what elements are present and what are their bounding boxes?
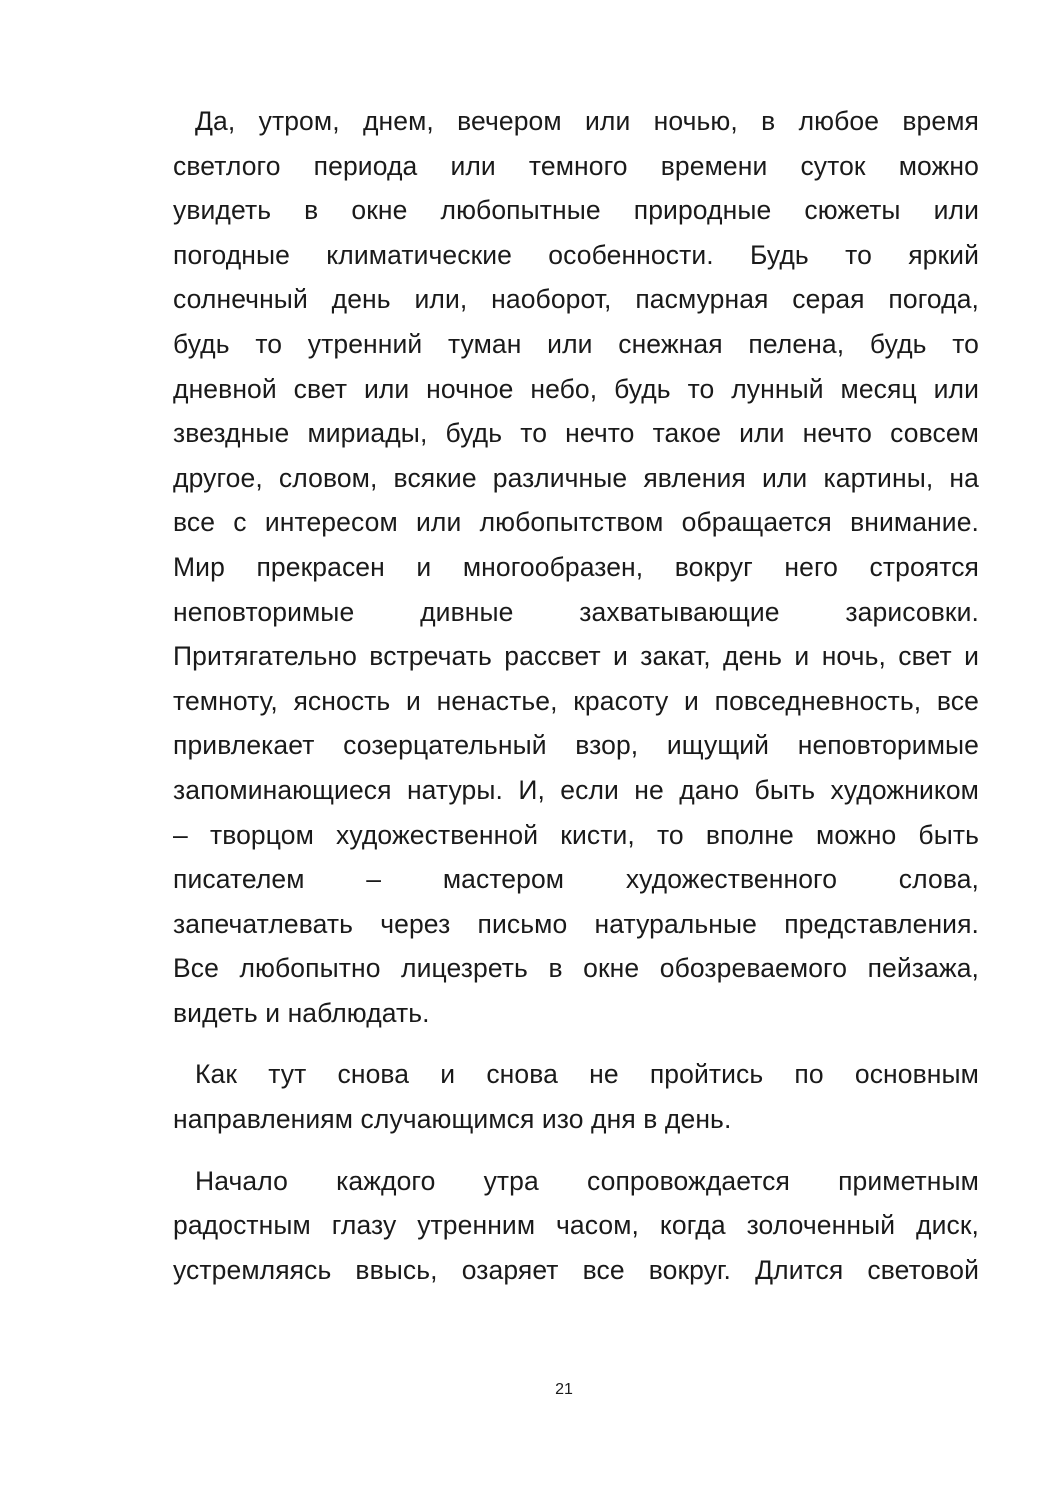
text-line: писателем – мастером художественного слова, — [173, 864, 979, 895]
text-line: Да, утром, днем, вечером или ночью, в любое время — [195, 106, 979, 136]
text-line: увидеть в окне любопытные природные сюжеты или — [173, 195, 979, 226]
text-line: Все любопытно лицезреть в окне обозреваемого пейзажа, — [173, 953, 979, 984]
text-line: неповторимые дивные захватывающие зарисовки. — [173, 596, 979, 627]
text-line: другое, словом, всякие различные явления или картины, на — [173, 462, 979, 493]
text-line: запечатлевать через письмо натуральные представления. — [173, 908, 979, 939]
paragraph-1 — [151, 99, 979, 1035]
paragraph-2 — [151, 1052, 979, 1141]
text-line: будь то утренний туман или снежная пелена, будь то — [173, 328, 979, 359]
text-line: запоминающиеся натуры. И, если не дано быть художником — [173, 774, 979, 805]
text-line: Мир прекрасен и многообразен, вокруг него строятся — [173, 551, 979, 582]
text-line: видеть и наблюдать. — [173, 997, 430, 1028]
text-line: светлого периода или темного времени суток можно — [173, 150, 979, 181]
text-line: дневной свет или ночное небо, будь то лунный месяц или — [173, 373, 979, 404]
text-line: направлениям случающимся изо дня в день. — [173, 1104, 732, 1135]
text-line: Как тут снова и снова не пройтись по основным — [195, 1059, 979, 1090]
text-line: устремляясь ввысь, озаряет все вокруг. Длится световой — [173, 1254, 979, 1285]
text-line: – творцом художественной кисти, то вполне можно быть — [173, 819, 979, 850]
text-line: все с интересом или любопытством обращается внимание. — [173, 507, 979, 538]
text-line: темноту, ясность и ненастье, красоту и повседневность, все — [173, 685, 979, 716]
text-line: Притягательно встречать рассвет и закат, день и ночь, свет и — [173, 641, 979, 672]
body-text — [151, 99, 979, 1292]
text-line: солнечный день или, наоборот, пасмурная серая погода, — [173, 284, 979, 315]
text-line: погодные климатические особенности. Будь то яркий — [173, 239, 979, 270]
text-line: звездные мириады, будь то нечто такое или нечто совсем — [173, 418, 979, 449]
text-line: радостным глазу утренним часом, когда золоченный диск, — [173, 1210, 979, 1241]
page-number: 21 — [555, 1381, 573, 1398]
text-line: Начало каждого утра сопровождается приметным — [195, 1165, 979, 1196]
paragraph-3 — [151, 1159, 979, 1293]
text-line: привлекает созерцательный взор, ищущий неповторимые — [173, 730, 979, 761]
